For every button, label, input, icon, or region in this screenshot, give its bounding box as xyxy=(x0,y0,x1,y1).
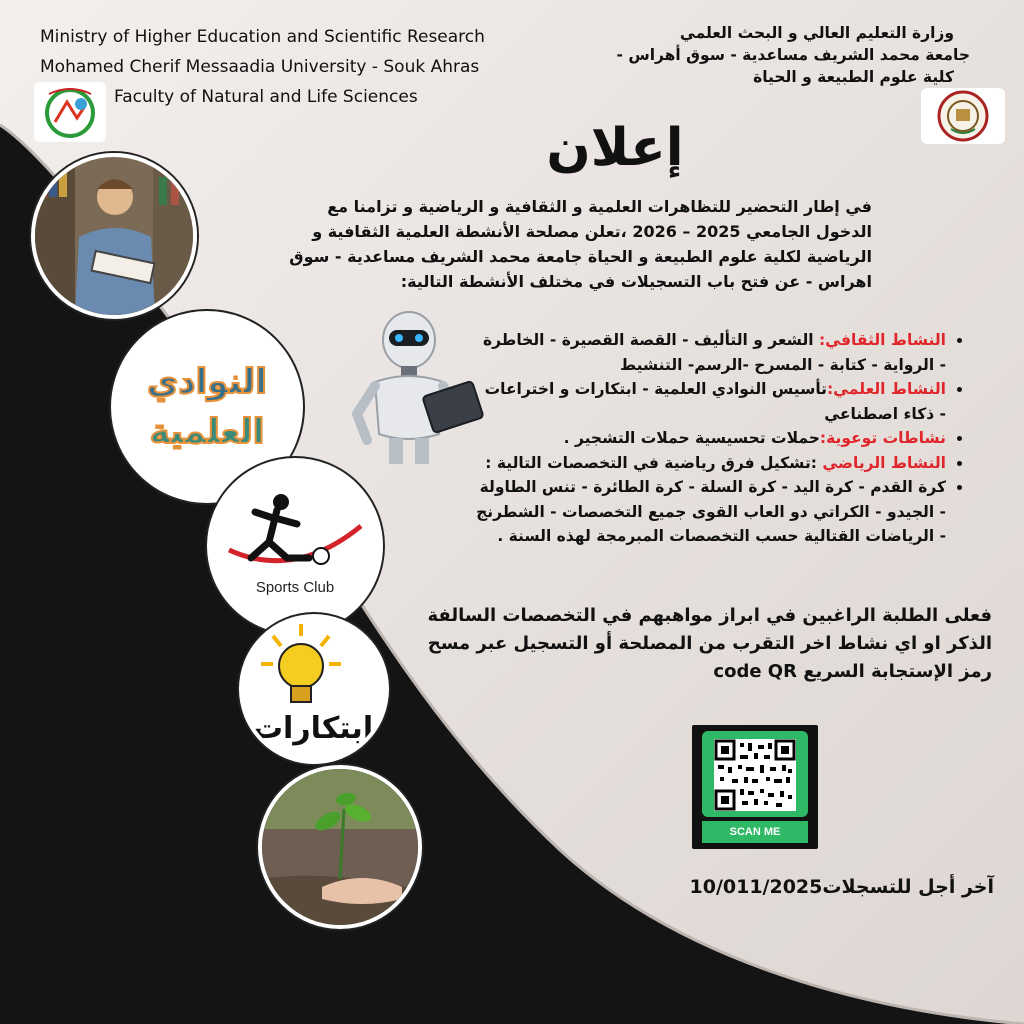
student-reading-photo xyxy=(31,153,197,319)
robot-icon xyxy=(343,304,493,470)
activity-text: حملات تحسيسية حملات التشجير . xyxy=(563,429,820,447)
ministry-en: Ministry of Higher Education and Scientific Research xyxy=(40,27,485,47)
activity-cultural xyxy=(476,328,946,377)
lightbulb-icon xyxy=(243,618,385,760)
innovations-label: ابتكارات xyxy=(252,711,374,746)
header-arabic xyxy=(514,22,970,88)
activity-awareness xyxy=(476,426,946,451)
activity-label: النشاط العلمي: xyxy=(826,380,946,398)
university-ar: جامعة محمد الشريف مساعدية - سوق أهراس - xyxy=(616,46,970,64)
qr-code[interactable] xyxy=(692,725,818,849)
scan-me-label: SCAN ME xyxy=(702,821,808,843)
plant-seedling-photo xyxy=(258,765,422,929)
announcement-title: إعلان xyxy=(546,118,684,178)
activity-sports-list xyxy=(476,475,946,549)
activity-label: النشاط الثقافي: xyxy=(818,331,946,349)
faculty-logo-emblem xyxy=(37,84,103,140)
university-en: Mohamed Cherif Messaadia University - Souk Ahras xyxy=(40,57,480,77)
qr-pattern xyxy=(714,739,796,811)
qr-frame xyxy=(702,731,808,817)
activity-label: نشاطات توعوية: xyxy=(819,429,946,447)
activity-text: كرة القدم - كرة اليد - كرة السلة - كرة الطائرة - تنس الطاولة - الجيدو - الكراتي دو العاب القوى جميع التخصصات - الشطرنج - الرياضات القتالية حسب التخصصات المبرمجة لهذه السنة . xyxy=(476,478,946,545)
activity-scientific xyxy=(476,377,946,426)
faculty-en: Faculty of Natural and Life Sciences xyxy=(114,87,418,107)
clubs-line-1: النوادي xyxy=(147,362,267,402)
sports-club-badge xyxy=(207,458,383,634)
header-english xyxy=(40,22,485,112)
clubs-line-2: العلمية xyxy=(149,412,265,452)
closing-paragraph: فعلى الطلبة الراغبين في ابراز مواهبهم في التخصصات السالفة الذكر او اي نشاط اخر التقرب من المصلحة أو التسجيل عبر مسح رمز الإستجابة السريع code QR xyxy=(427,605,992,682)
activity-text: :تشكيل فرق رياضية في التخصصات التالية : xyxy=(485,453,823,472)
activity-sports xyxy=(476,451,946,476)
university-logo-emblem xyxy=(923,89,1003,143)
university-logo xyxy=(921,88,1005,144)
student-reading-illustration xyxy=(35,157,193,315)
sports-club-illustration xyxy=(211,462,379,630)
activity-text: تأسيس النوادي العلمية - ابتكارات و اختراعات - ذكاء اصطناعي xyxy=(484,380,946,423)
innovations-badge xyxy=(239,614,389,764)
sports-club-label: Sports Club xyxy=(255,579,335,596)
seedling-illustration xyxy=(262,769,418,925)
intro-paragraph: في إطار التحضير للتظاهرات العلمية و الثقافية و الرياضية و تزامنا مع الدخول الجامعي 2025 – 2026 ،تعلن مصلحة الأنشطة العلمية الثقافية و الرياضية لكلية علوم الطبيعة و الحياة جامعة محمد الشريف مساعدية - سوق اهراس - عن فتح باب التسجيلات في مختلف الأنشطة التالية: xyxy=(289,197,872,291)
faculty-ar: كلية علوم الطبيعة و الحياة xyxy=(753,68,954,86)
ministry-ar: وزارة التعليم العالي و البحث العلمي xyxy=(679,24,954,42)
registration-deadline: آخر أجل للتسجلات10/011/2025 xyxy=(689,876,994,898)
robot-with-tablet-illustration xyxy=(343,304,493,470)
activity-label: النشاط الرياضي xyxy=(822,453,946,472)
faculty-logo xyxy=(34,82,106,142)
activities-list xyxy=(476,328,968,549)
activity-text: الشعر و التأليف - القصة القصيرة - الخاطرة - الرواية - كتابة - المسرح -الرسم- التنشيط xyxy=(482,331,946,374)
